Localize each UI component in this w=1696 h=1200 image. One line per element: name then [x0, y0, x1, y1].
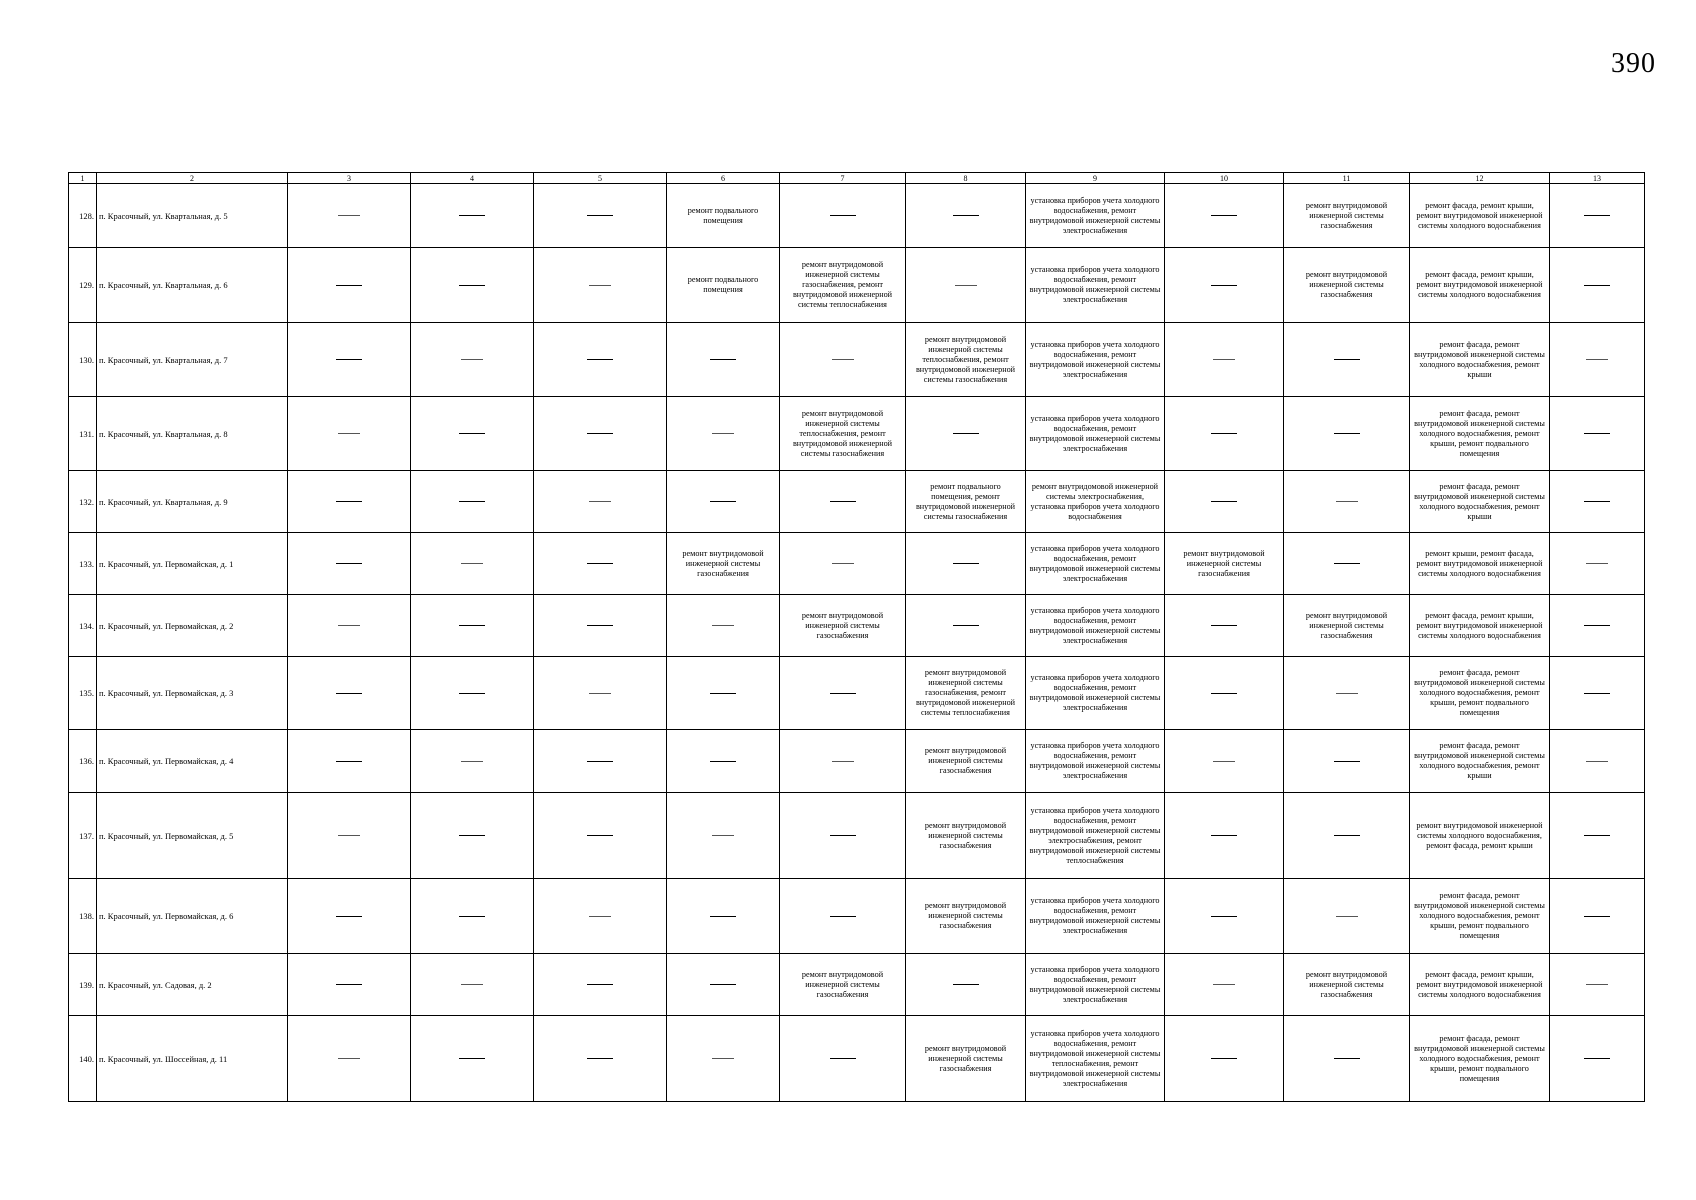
dash-mark [1211, 215, 1237, 216]
dash-mark [832, 359, 854, 360]
address-cell: п. Красочный, ул. Квартальная, д. 6 [97, 248, 288, 323]
work-cell: ремонт подвального помещения, ремонт внутридомовой инженерной системы газоснабжения [906, 471, 1026, 533]
work-cell: ремонт фасада, ремонт внутридомовой инженерной системы холодного водоснабжения, ремонт крыши, ремонт подвального помещения [1410, 1016, 1550, 1102]
row-number: 132. [69, 471, 97, 533]
column-number-9: 9 [1026, 173, 1165, 184]
dash-mark [1211, 1058, 1237, 1059]
empty-cell [1165, 954, 1284, 1016]
table-row [69, 879, 1645, 954]
empty-cell [288, 657, 411, 730]
empty-cell [288, 879, 411, 954]
work-cell: ремонт фасада, ремонт внутридомовой инженерной системы холодного водоснабжения, ремонт крыши [1410, 730, 1550, 793]
row-number: 140. [69, 1016, 97, 1102]
empty-cell [1284, 533, 1410, 595]
repair-schedule-table [68, 172, 1645, 1102]
dash-mark [338, 835, 360, 836]
empty-cell [667, 793, 780, 879]
dash-mark [830, 835, 856, 836]
dash-mark [587, 563, 613, 564]
dash-mark [830, 693, 856, 694]
work-cell: ремонт внутридомовой инженерной системы газоснабжения, ремонт внутридомовой инженерной системы теплоснабжения [780, 248, 906, 323]
table-row [69, 397, 1645, 471]
empty-cell [288, 595, 411, 657]
dash-mark [1334, 563, 1360, 564]
dash-mark [587, 215, 613, 216]
dash-mark [830, 501, 856, 502]
dash-mark [1213, 984, 1235, 985]
work-cell: ремонт внутридомовой инженерной системы газоснабжения [906, 879, 1026, 954]
table-row [69, 184, 1645, 248]
dash-mark [459, 916, 485, 917]
empty-cell [1165, 595, 1284, 657]
table-row [69, 248, 1645, 323]
empty-cell [534, 397, 667, 471]
dash-mark [832, 761, 854, 762]
empty-cell [906, 595, 1026, 657]
dash-mark [459, 835, 485, 836]
empty-cell [1165, 397, 1284, 471]
dash-mark [1584, 625, 1610, 626]
empty-cell [667, 397, 780, 471]
empty-cell [1165, 248, 1284, 323]
dash-mark [459, 1058, 485, 1059]
dash-mark [336, 916, 362, 917]
work-cell: ремонт фасада, ремонт крыши, ремонт внутридомовой инженерной системы холодного водоснабжения [1410, 248, 1550, 323]
work-cell: ремонт фасада, ремонт внутридомовой инженерной системы холодного водоснабжения, ремонт крыши, ремонт подвального помещения [1410, 397, 1550, 471]
table-row [69, 793, 1645, 879]
empty-cell [1165, 323, 1284, 397]
empty-cell [667, 471, 780, 533]
empty-cell [411, 397, 534, 471]
dash-mark [1211, 285, 1237, 286]
empty-cell [534, 595, 667, 657]
work-cell: ремонт фасада, ремонт крыши, ремонт внутридомовой инженерной системы холодного водоснабжения [1410, 954, 1550, 1016]
row-number: 131. [69, 397, 97, 471]
dash-mark [589, 693, 611, 694]
empty-cell [667, 323, 780, 397]
empty-cell [411, 657, 534, 730]
empty-cell [411, 248, 534, 323]
dash-mark [712, 433, 734, 434]
dash-mark [1584, 835, 1610, 836]
dash-mark [459, 501, 485, 502]
dash-mark [589, 501, 611, 502]
empty-cell [780, 793, 906, 879]
empty-cell [1284, 397, 1410, 471]
empty-cell [667, 1016, 780, 1102]
empty-cell [780, 533, 906, 595]
column-number-13: 13 [1550, 173, 1645, 184]
work-cell: установка приборов учета холодного водоснабжения, ремонт внутридомовой инженерной системы электроснабжения [1026, 397, 1165, 471]
dash-mark [832, 563, 854, 564]
empty-cell [906, 533, 1026, 595]
dash-mark [1211, 693, 1237, 694]
column-number-1: 1 [69, 173, 97, 184]
dash-mark [587, 984, 613, 985]
empty-cell [667, 879, 780, 954]
address-cell: п. Красочный, ул. Первомайская, д. 1 [97, 533, 288, 595]
dash-mark [338, 433, 360, 434]
work-cell: ремонт крыши, ремонт фасада, ремонт внутридомовой инженерной системы холодного водоснабжения [1410, 533, 1550, 595]
work-cell: установка приборов учета холодного водоснабжения, ремонт внутридомовой инженерной системы электроснабжения [1026, 954, 1165, 1016]
work-cell: ремонт фасада, ремонт внутридомовой инженерной системы холодного водоснабжения, ремонт крыши, ремонт подвального помещения [1410, 657, 1550, 730]
table-row [69, 533, 1645, 595]
column-number-10: 10 [1165, 173, 1284, 184]
empty-cell [667, 657, 780, 730]
column-number-7: 7 [780, 173, 906, 184]
dash-mark [830, 916, 856, 917]
empty-cell [1550, 184, 1645, 248]
dash-mark [1211, 625, 1237, 626]
dash-mark [459, 215, 485, 216]
table-row [69, 657, 1645, 730]
work-cell: установка приборов учета холодного водоснабжения, ремонт внутридомовой инженерной системы электроснабжения, ремонт внутридомовой инженерной системы теплоснабжения [1026, 793, 1165, 879]
address-cell: п. Красочный, ул. Шоссейная, д. 11 [97, 1016, 288, 1102]
dash-mark [712, 835, 734, 836]
dash-mark [1211, 916, 1237, 917]
empty-cell [1550, 323, 1645, 397]
address-cell: п. Красочный, ул. Первомайская, д. 5 [97, 793, 288, 879]
empty-cell [1165, 730, 1284, 793]
work-cell: установка приборов учета холодного водоснабжения, ремонт внутридомовой инженерной системы теплоснабжения, ремонт внутридомовой инженерной системы электроснабжения [1026, 1016, 1165, 1102]
dash-mark [1584, 215, 1610, 216]
table-row [69, 595, 1645, 657]
dash-mark [587, 761, 613, 762]
work-cell: установка приборов учета холодного водоснабжения, ремонт внутридомовой инженерной системы электроснабжения [1026, 730, 1165, 793]
dash-mark [1211, 501, 1237, 502]
row-number: 135. [69, 657, 97, 730]
dash-mark [710, 693, 736, 694]
dash-mark [336, 693, 362, 694]
table-row [69, 730, 1645, 793]
empty-cell [534, 471, 667, 533]
row-number: 138. [69, 879, 97, 954]
work-cell: ремонт подвального помещения [667, 184, 780, 248]
dash-mark [1334, 359, 1360, 360]
address-cell: п. Красочный, ул. Садовая, д. 2 [97, 954, 288, 1016]
empty-cell [780, 323, 906, 397]
empty-cell [411, 323, 534, 397]
empty-cell [1165, 879, 1284, 954]
work-cell: ремонт подвального помещения [667, 248, 780, 323]
work-cell: ремонт фасада, ремонт внутридомовой инженерной системы холодного водоснабжения, ремонт крыши, ремонт подвального помещения [1410, 879, 1550, 954]
dash-mark [336, 501, 362, 502]
column-number-11: 11 [1284, 173, 1410, 184]
empty-cell [1284, 879, 1410, 954]
dash-mark [459, 285, 485, 286]
empty-cell [1550, 730, 1645, 793]
work-cell: ремонт внутридомовой инженерной системы газоснабжения [1284, 595, 1410, 657]
empty-cell [411, 879, 534, 954]
work-cell: ремонт внутридомовой инженерной системы газоснабжения [667, 533, 780, 595]
work-cell: ремонт внутридомовой инженерной системы теплоснабжения, ремонт внутридомовой инженерной системы газоснабжения [906, 323, 1026, 397]
empty-cell [534, 184, 667, 248]
empty-cell [411, 730, 534, 793]
dash-mark [710, 984, 736, 985]
empty-cell [288, 248, 411, 323]
empty-cell [780, 730, 906, 793]
dash-mark [1334, 761, 1360, 762]
dash-mark [336, 761, 362, 762]
dash-mark [587, 359, 613, 360]
dash-mark [336, 285, 362, 286]
empty-cell [1165, 657, 1284, 730]
dash-mark [336, 984, 362, 985]
empty-cell [288, 397, 411, 471]
empty-cell [1165, 471, 1284, 533]
address-cell: п. Красочный, ул. Квартальная, д. 9 [97, 471, 288, 533]
row-number: 133. [69, 533, 97, 595]
work-cell: ремонт внутридомовой инженерной системы электроснабжения, установка приборов учета холодного водоснабжения [1026, 471, 1165, 533]
row-number: 128. [69, 184, 97, 248]
dash-mark [336, 359, 362, 360]
empty-cell [1550, 657, 1645, 730]
empty-cell [411, 533, 534, 595]
work-cell: ремонт внутридомовой инженерной системы газоснабжения [1284, 248, 1410, 323]
dash-mark [1211, 835, 1237, 836]
empty-cell [1284, 793, 1410, 879]
dash-mark [953, 563, 979, 564]
empty-cell [534, 657, 667, 730]
dash-mark [953, 984, 979, 985]
empty-cell [780, 471, 906, 533]
work-cell: ремонт фасада, ремонт внутридомовой инженерной системы холодного водоснабжения, ремонт крыши [1410, 323, 1550, 397]
empty-cell [1284, 657, 1410, 730]
empty-cell [1284, 323, 1410, 397]
empty-cell [534, 323, 667, 397]
dash-mark [1584, 501, 1610, 502]
empty-cell [1550, 879, 1645, 954]
empty-cell [1550, 248, 1645, 323]
dash-mark [955, 285, 977, 286]
empty-cell [288, 954, 411, 1016]
empty-cell [1550, 397, 1645, 471]
work-cell: ремонт внутридомовой инженерной системы газоснабжения [1284, 954, 1410, 1016]
dash-mark [830, 1058, 856, 1059]
empty-cell [906, 397, 1026, 471]
dash-mark [1586, 984, 1608, 985]
empty-cell [780, 184, 906, 248]
empty-cell [288, 471, 411, 533]
dash-mark [712, 625, 734, 626]
work-cell: ремонт внутридомовой инженерной системы газоснабжения [906, 730, 1026, 793]
work-cell: ремонт внутридомовой инженерной системы газоснабжения [1165, 533, 1284, 595]
dash-mark [461, 984, 483, 985]
empty-cell [1165, 793, 1284, 879]
dash-mark [1586, 761, 1608, 762]
empty-cell [534, 730, 667, 793]
dash-mark [710, 761, 736, 762]
empty-cell [1284, 1016, 1410, 1102]
address-cell: п. Красочный, ул. Первомайская, д. 3 [97, 657, 288, 730]
work-cell: установка приборов учета холодного водоснабжения, ремонт внутридомовой инженерной системы электроснабжения [1026, 323, 1165, 397]
column-number-8: 8 [906, 173, 1026, 184]
empty-cell [288, 730, 411, 793]
dash-mark [1586, 563, 1608, 564]
empty-cell [1550, 533, 1645, 595]
empty-cell [780, 657, 906, 730]
dash-mark [587, 625, 613, 626]
dash-mark [589, 285, 611, 286]
empty-cell [411, 1016, 534, 1102]
row-number: 134. [69, 595, 97, 657]
empty-cell [1165, 184, 1284, 248]
empty-cell [411, 954, 534, 1016]
dash-mark [587, 835, 613, 836]
work-cell: ремонт внутридомовой инженерной системы газоснабжения [906, 793, 1026, 879]
dash-mark [1211, 433, 1237, 434]
address-cell: п. Красочный, ул. Первомайская, д. 6 [97, 879, 288, 954]
empty-cell [1550, 1016, 1645, 1102]
page-number: 390 [1611, 48, 1656, 79]
column-number-6: 6 [667, 173, 780, 184]
empty-cell [780, 1016, 906, 1102]
dash-mark [1213, 761, 1235, 762]
dash-mark [1584, 1058, 1610, 1059]
address-cell: п. Красочный, ул. Первомайская, д. 2 [97, 595, 288, 657]
dash-mark [712, 1058, 734, 1059]
dash-mark [1336, 916, 1358, 917]
work-cell: ремонт фасада, ремонт внутридомовой инженерной системы холодного водоснабжения, ремонт крыши [1410, 471, 1550, 533]
empty-cell [534, 793, 667, 879]
dash-mark [710, 501, 736, 502]
work-cell: ремонт внутридомовой инженерной системы газоснабжения [1284, 184, 1410, 248]
empty-cell [534, 954, 667, 1016]
row-number: 139. [69, 954, 97, 1016]
empty-cell [288, 184, 411, 248]
empty-cell [1550, 595, 1645, 657]
work-cell: установка приборов учета холодного водоснабжения, ремонт внутридомовой инженерной системы электроснабжения [1026, 657, 1165, 730]
row-number: 130. [69, 323, 97, 397]
empty-cell [288, 1016, 411, 1102]
dash-mark [1334, 835, 1360, 836]
work-cell: установка приборов учета холодного водоснабжения, ремонт внутридомовой инженерной системы электроснабжения [1026, 533, 1165, 595]
work-cell: ремонт внутридомовой инженерной системы газоснабжения [780, 954, 906, 1016]
column-number-row [69, 173, 1645, 184]
dash-mark [1584, 285, 1610, 286]
dash-mark [953, 433, 979, 434]
empty-cell [1550, 471, 1645, 533]
dash-mark [710, 916, 736, 917]
table-row [69, 323, 1645, 397]
empty-cell [667, 954, 780, 1016]
work-cell: ремонт фасада, ремонт крыши, ремонт внутридомовой инженерной системы холодного водоснабжения [1410, 595, 1550, 657]
dash-mark [1213, 359, 1235, 360]
dash-mark [461, 761, 483, 762]
address-cell: п. Красочный, ул. Первомайская, д. 4 [97, 730, 288, 793]
empty-cell [1284, 471, 1410, 533]
work-cell: ремонт внутридомовой инженерной системы газоснабжения [780, 595, 906, 657]
dash-mark [1584, 693, 1610, 694]
address-cell: п. Красочный, ул. Квартальная, д. 8 [97, 397, 288, 471]
empty-cell [411, 595, 534, 657]
dash-mark [459, 433, 485, 434]
work-cell: ремонт внутридомовой инженерной системы газоснабжения [906, 1016, 1026, 1102]
empty-cell [667, 730, 780, 793]
column-number-12: 12 [1410, 173, 1550, 184]
empty-cell [906, 954, 1026, 1016]
work-cell: установка приборов учета холодного водоснабжения, ремонт внутридомовой инженерной системы электроснабжения [1026, 595, 1165, 657]
dash-mark [953, 625, 979, 626]
dash-mark [336, 563, 362, 564]
empty-cell [906, 248, 1026, 323]
dash-mark [1586, 359, 1608, 360]
empty-cell [1550, 793, 1645, 879]
dash-mark [1584, 916, 1610, 917]
dash-mark [1334, 1058, 1360, 1059]
row-number: 136. [69, 730, 97, 793]
empty-cell [288, 533, 411, 595]
empty-cell [288, 793, 411, 879]
column-number-4: 4 [411, 173, 534, 184]
table-row [69, 954, 1645, 1016]
empty-cell [411, 184, 534, 248]
column-number-2: 2 [97, 173, 288, 184]
empty-cell [288, 323, 411, 397]
dash-mark [1336, 501, 1358, 502]
empty-cell [1165, 1016, 1284, 1102]
dash-mark [587, 1058, 613, 1059]
work-cell: ремонт внутридомовой инженерной системы холодного водоснабжения, ремонт фасада, ремонт крыши [1410, 793, 1550, 879]
address-cell: п. Красочный, ул. Квартальная, д. 7 [97, 323, 288, 397]
column-number-3: 3 [288, 173, 411, 184]
dash-mark [1584, 433, 1610, 434]
row-number: 137. [69, 793, 97, 879]
work-cell: ремонт внутридомовой инженерной системы теплоснабжения, ремонт внутридомовой инженерной системы газоснабжения [780, 397, 906, 471]
dash-mark [587, 433, 613, 434]
column-number-5: 5 [534, 173, 667, 184]
empty-cell [534, 533, 667, 595]
work-cell: ремонт фасада, ремонт крыши, ремонт внутридомовой инженерной системы холодного водоснабжения [1410, 184, 1550, 248]
empty-cell [667, 595, 780, 657]
dash-mark [338, 1058, 360, 1059]
empty-cell [1284, 730, 1410, 793]
empty-cell [534, 1016, 667, 1102]
dash-mark [710, 359, 736, 360]
dash-mark [830, 215, 856, 216]
dash-mark [461, 359, 483, 360]
dash-mark [461, 563, 483, 564]
dash-mark [1336, 693, 1358, 694]
table-row [69, 1016, 1645, 1102]
dash-mark [1334, 433, 1360, 434]
work-cell: ремонт внутридомовой инженерной системы газоснабжения, ремонт внутридомовой инженерной системы теплоснабжения [906, 657, 1026, 730]
empty-cell [411, 793, 534, 879]
dash-mark [589, 916, 611, 917]
dash-mark [459, 625, 485, 626]
empty-cell [534, 879, 667, 954]
empty-cell [780, 879, 906, 954]
work-cell: установка приборов учета холодного водоснабжения, ремонт внутридомовой инженерной системы электроснабжения [1026, 248, 1165, 323]
dash-mark [953, 215, 979, 216]
dash-mark [459, 693, 485, 694]
empty-cell [411, 471, 534, 533]
address-cell: п. Красочный, ул. Квартальная, д. 5 [97, 184, 288, 248]
table-row [69, 471, 1645, 533]
dash-mark [338, 215, 360, 216]
dash-mark [338, 625, 360, 626]
work-cell: установка приборов учета холодного водоснабжения, ремонт внутридомовой инженерной системы электроснабжения [1026, 879, 1165, 954]
empty-cell [906, 184, 1026, 248]
empty-cell [1550, 954, 1645, 1016]
row-number: 129. [69, 248, 97, 323]
empty-cell [534, 248, 667, 323]
work-cell: установка приборов учета холодного водоснабжения, ремонт внутридомовой инженерной системы электроснабжения [1026, 184, 1165, 248]
